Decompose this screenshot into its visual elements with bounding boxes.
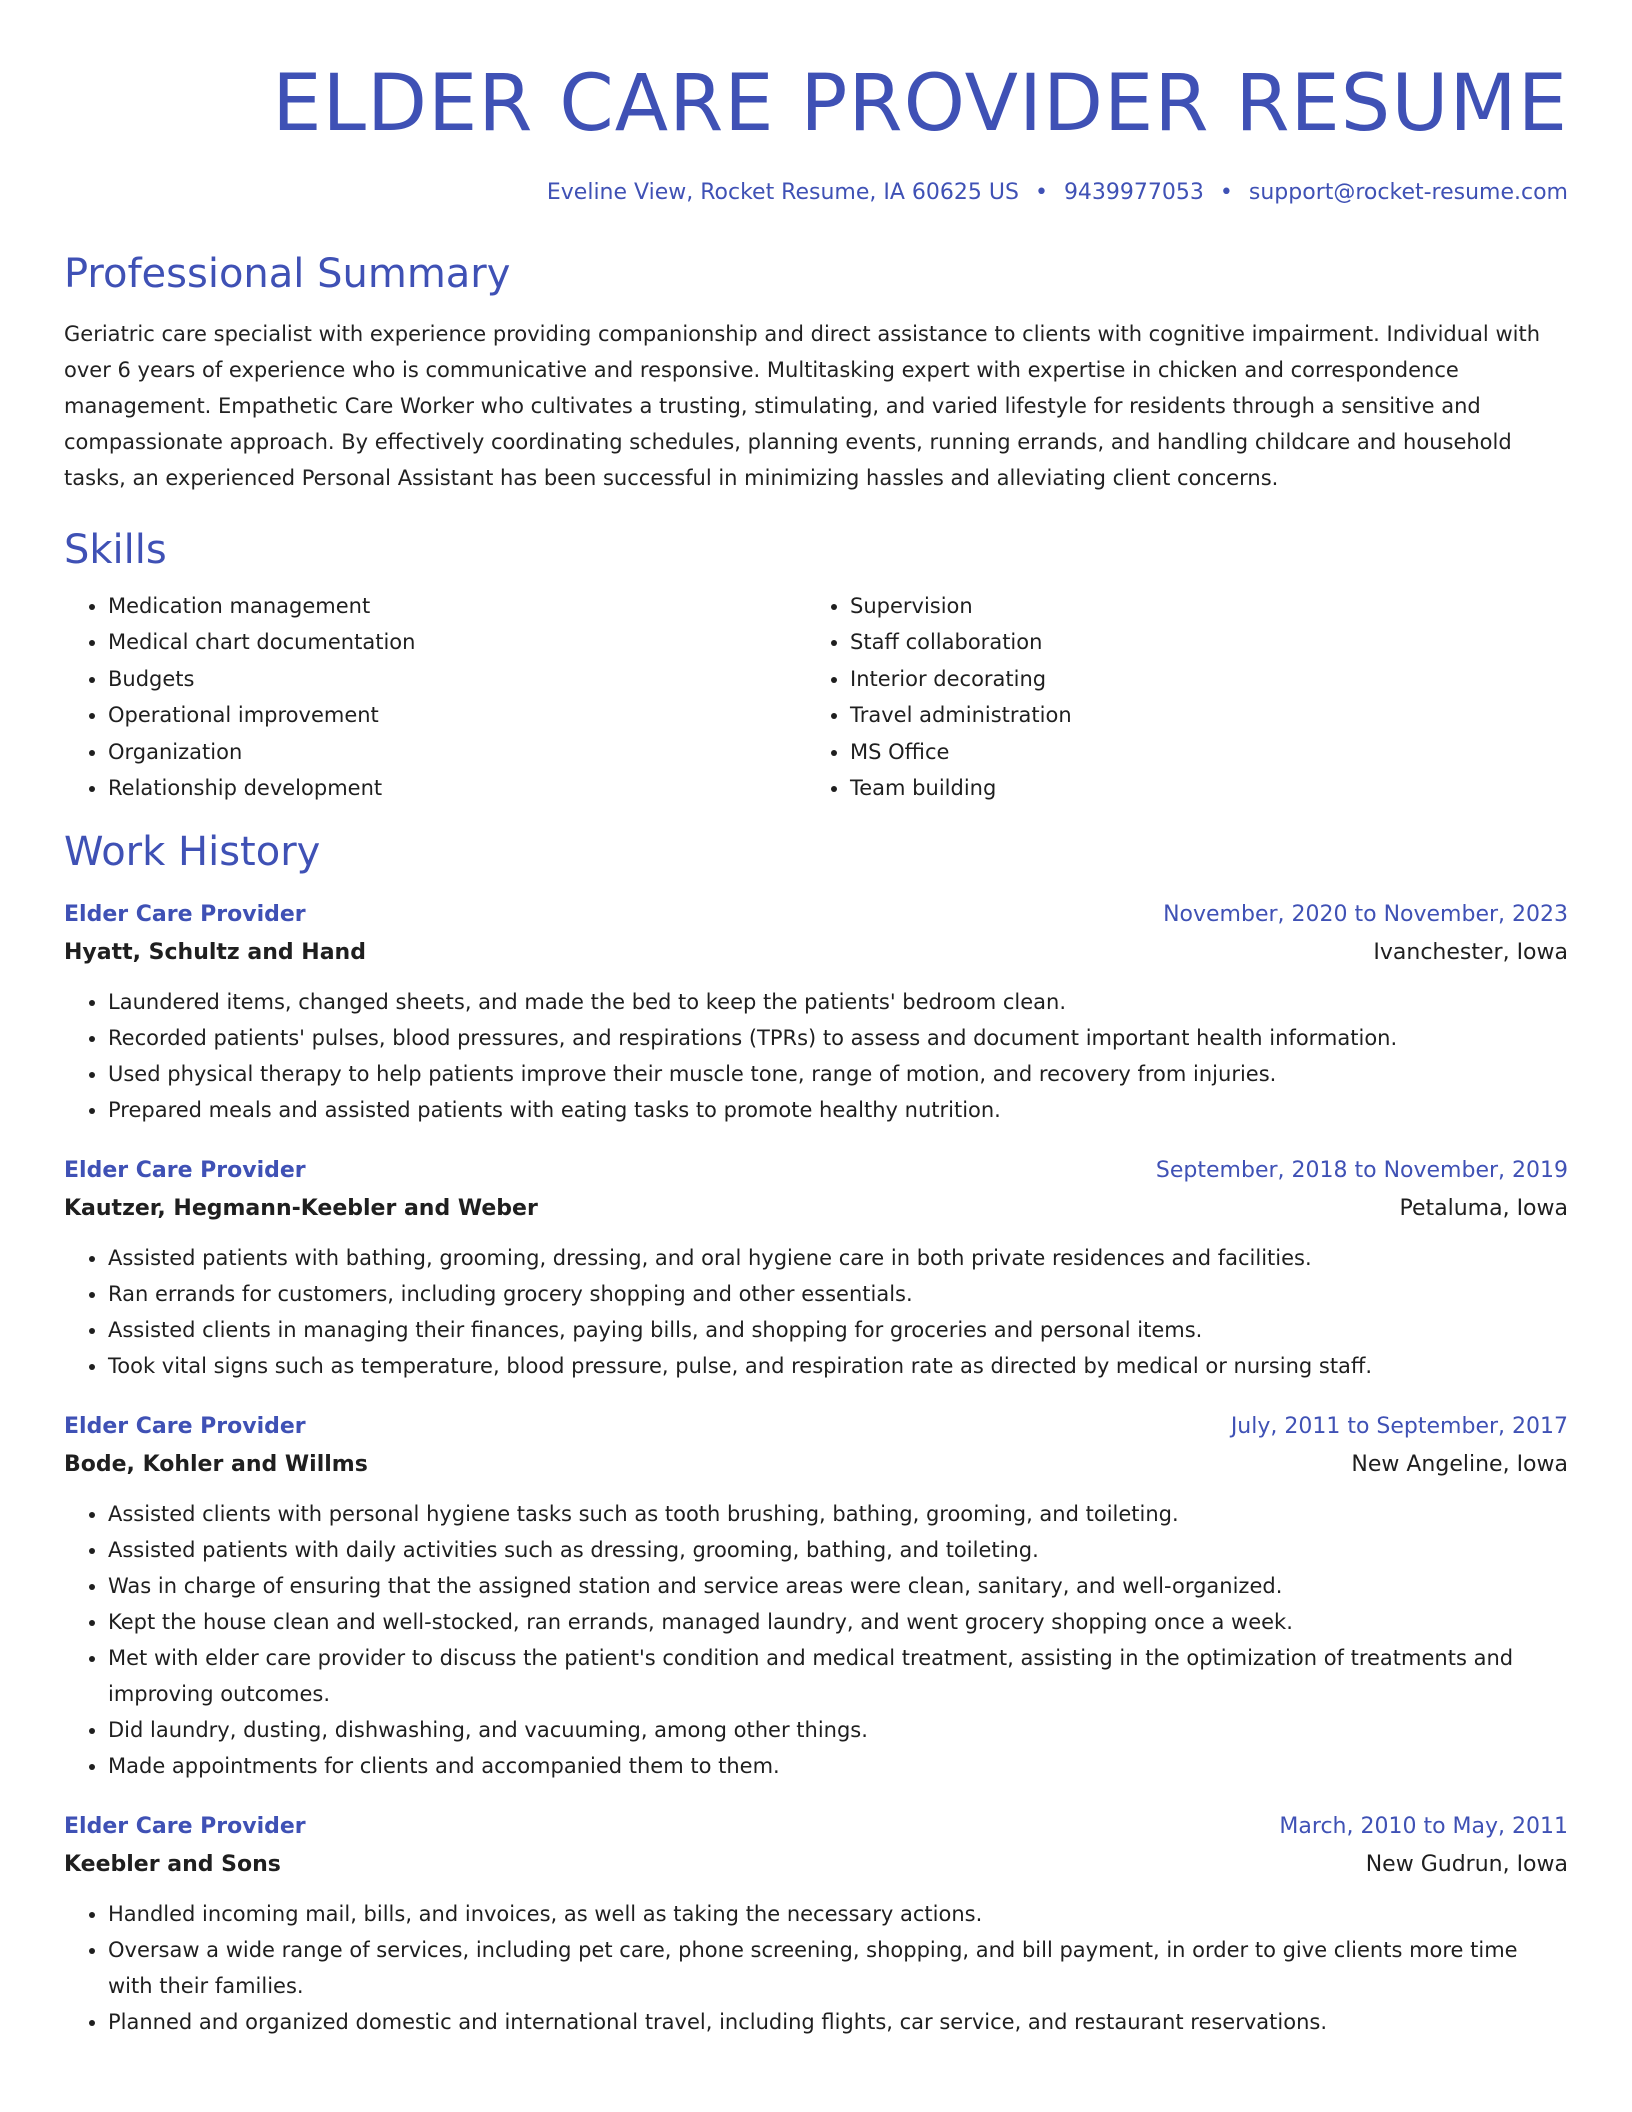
job-bullet: • Prepared meals and assisted patients with eating tasks to promote healthy nutrition.: [108, 1092, 1568, 1128]
job-bullet: • Did laundry, dusting, dishwashing, and vacuuming, among other things.: [108, 1712, 1568, 1748]
contact-phone: 9439977053: [1063, 180, 1204, 205]
job-bullets: [64, 1896, 1568, 2040]
job-bullet: • Took vital signs such as temperature, blood pressure, pulse, and respiration rate as directed by medical or nursing staff.: [108, 1348, 1568, 1384]
job-title: Elder Care Provider: [64, 1158, 306, 1184]
job-bullet: • Was in charge of ensuring that the assigned station and service areas were clean, sanitary, and well-organized.: [108, 1568, 1568, 1604]
job-bullet: • Met with elder care provider to discuss the patient's condition and medical treatment, assisting in the optimization of treatments and improving outcomes.: [108, 1640, 1568, 1712]
job-bullet: • Assisted clients with personal hygiene tasks such as tooth brushing, bathing, grooming, and toileting.: [108, 1496, 1568, 1532]
summary-text: Geriatric care specialist with experience providing companionship and direct assistance to clients with cognitive impairment. Individual with over 6 years of experience who is communicative and responsive. Multitasking expert with expertise in chicken and correspondence management. Empathetic Care Worker who cultivates a trusting, stimulating, and varied lifestyle for residents through a sensitive and compassionate approach. By effectively coordinating schedules, planning events, running errands, and handling childcare and household tasks, an experienced Personal Assistant has been successful in minimizing hassles and alleviating client concerns.: [64, 322, 1540, 490]
job-bullet: • Made appointments for clients and accompanied them to them.: [108, 1748, 1568, 1784]
job-company: Kautzer, Hegmann-Keebler and Weber: [64, 1196, 538, 1222]
job-bullet: • Planned and organized domestic and international travel, including flights, car service, and restaurant reservations.: [108, 2004, 1568, 2040]
job-bullet: • Assisted patients with bathing, grooming, dressing, and oral hygiene care in both private residences and facilities.: [108, 1240, 1568, 1276]
job-bullets: [64, 984, 1568, 1128]
skill-item: • Relationship development: [108, 770, 806, 806]
contact-line: [64, 178, 1568, 208]
job-location: Ivanchester, Iowa: [1373, 940, 1568, 966]
job-location: Petaluma, Iowa: [1399, 1196, 1568, 1222]
job-company: Bode, Kohler and Willms: [64, 1452, 368, 1478]
job-bullet: • Laundered items, changed sheets, and made the bed to keep the patients' bedroom clean.: [108, 984, 1568, 1020]
work-history-list: [64, 896, 1568, 2040]
skill-item: • Organization: [108, 734, 806, 770]
job-header-row: [64, 1408, 1568, 1446]
job-entry: [64, 1808, 1568, 2040]
contact-separator: •: [1219, 180, 1233, 205]
contact-separator: •: [1034, 180, 1048, 205]
job-entry: [64, 1152, 1568, 1384]
resume-title: ELDER CARE PROVIDER RESUME: [272, 59, 1568, 149]
job-bullet: • Ran errands for customers, including grocery shopping and other essentials.: [108, 1276, 1568, 1312]
work-history-heading: Work History: [64, 829, 321, 876]
job-entry: [64, 896, 1568, 1128]
job-location: New Gudrun, Iowa: [1365, 1852, 1568, 1878]
job-dates: September, 2018 to November, 2019: [1155, 1158, 1568, 1184]
skills-list: [64, 588, 1568, 806]
job-bullets: [64, 1496, 1568, 1784]
job-header-row: [64, 1152, 1568, 1190]
job-title: Elder Care Provider: [64, 1414, 306, 1440]
skill-item: • Operational improvement: [108, 697, 806, 733]
job-dates: November, 2020 to November, 2023: [1163, 902, 1568, 928]
skill-item: • Staff collaboration: [850, 624, 1548, 660]
skill-item: • Budgets: [108, 661, 806, 697]
skill-item: • Interior decorating: [850, 661, 1548, 697]
job-bullet: • Assisted clients in managing their finances, paying bills, and shopping for groceries and personal items.: [108, 1312, 1568, 1348]
job-dates: March, 2010 to May, 2011: [1279, 1814, 1568, 1840]
skills-heading: Skills: [64, 527, 167, 573]
job-bullet: • Handled incoming mail, bills, and invoices, as well as taking the necessary actions.: [108, 1896, 1568, 1932]
job-entry: [64, 1408, 1568, 1784]
job-bullets: [64, 1240, 1568, 1384]
job-bullet: • Assisted patients with daily activities such as dressing, grooming, bathing, and toileting.: [108, 1532, 1568, 1568]
contact-address: Eveline View, Rocket Resume, IA 60625 US: [546, 180, 1019, 205]
skills-column-right: [806, 588, 1548, 806]
job-company-row: [64, 1446, 1568, 1484]
resume-page: [64, 0, 1568, 2040]
skill-item: • Medical chart documentation: [108, 624, 806, 660]
job-bullet: • Kept the house clean and well-stocked, ran errands, managed laundry, and went grocery shopping once a week.: [108, 1604, 1568, 1640]
summary-heading: Professional Summary: [64, 251, 511, 297]
skills-column-left: [64, 588, 806, 806]
job-company-row: [64, 1846, 1568, 1884]
job-title: Elder Care Provider: [64, 1814, 306, 1840]
job-header-row: [64, 1808, 1568, 1846]
job-bullet: • Recorded patients' pulses, blood pressures, and respirations (TPRs) to assess and document important health information.: [108, 1020, 1568, 1056]
job-company-row: [64, 934, 1568, 972]
job-location: New Angeline, Iowa: [1351, 1452, 1568, 1478]
job-dates: July, 2011 to September, 2017: [1230, 1414, 1568, 1440]
job-company-row: [64, 1190, 1568, 1228]
skill-item: • MS Office: [850, 734, 1548, 770]
skill-item: • Travel administration: [850, 697, 1548, 733]
job-header-row: [64, 896, 1568, 934]
job-company: Keebler and Sons: [64, 1852, 281, 1878]
job-title: Elder Care Provider: [64, 902, 306, 928]
contact-email: support@rocket-resume.com: [1248, 180, 1568, 205]
job-bullet: • Used physical therapy to help patients improve their muscle tone, range of motion, and recovery from injuries.: [108, 1056, 1568, 1092]
job-bullet: • Oversaw a wide range of services, including pet care, phone screening, shopping, and bill payment, in order to give clients more time with their families.: [108, 1932, 1568, 2004]
skill-item: • Supervision: [850, 588, 1548, 624]
skill-item: • Team building: [850, 770, 1548, 806]
job-company: Hyatt, Schultz and Hand: [64, 940, 366, 966]
skill-item: • Medication management: [108, 588, 806, 624]
